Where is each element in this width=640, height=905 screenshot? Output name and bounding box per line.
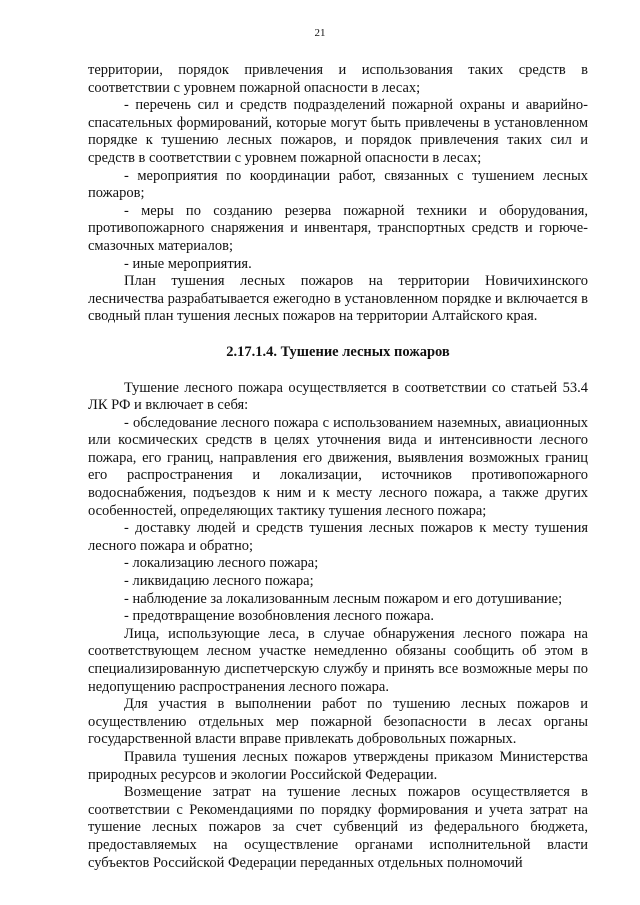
list-item: - перечень сил и средств подразделений пожарной охраны и аварийно-спасательных формирований, которые могут быть привлечены в установленном порядке к тушению лесных пожаров, и порядок привлечения таких сил и средств в соответствии с уровнем пожарной опасности в лесах; (88, 97, 588, 166)
paragraph: Возмещение затрат на тушение лесных пожаров осуществляется в соответствии с Рекомендациями по порядку формирования и учета затрат на тушение лесных пожаров за счет субвенций из федерального бюджета, предоставляемых на осуществление органами исполнительной власти субъектов Российской Федерации переданных отдельных полномочий (88, 784, 588, 871)
list-item: - предотвращение возобновления лесного пожара. (124, 608, 434, 625)
page-body (88, 62, 588, 872)
list-item: - меры по созданию резерва пожарной техники и оборудования, противопожарного снаряжения и инвентаря, транспортных средств и горюче-смазочных материалов; (88, 202, 588, 254)
paragraph: План тушения лесных пожаров на территории Новичихинского лесничества разрабатывается ежегодно в установленном порядке и включается в сводный план тушения лесных пожаров на территории Алтайского края. (88, 273, 588, 325)
paragraph: Лица, использующие леса, в случае обнаружения лесного пожара на соответствующем лесном участке немедленно обязаны сообщить об этом в специализированную диспетчерскую службу и принять все возможные меры по недопущению распространения лесного пожара. (88, 625, 588, 695)
list-item: - наблюдение за локализованным лесным пожаром и его дотушивание; (124, 590, 563, 607)
list-item: - мероприятия по координации работ, связанных с тушением лесных пожаров; (88, 167, 588, 202)
paragraph: территории, порядок привлечения и использования таких средств в соответствии с уровнем пожарной опасности в лесах; (88, 62, 588, 96)
paragraph: Тушение лесного пожара осуществляется в соответствии со статьей 53.4 ЛК РФ и включает в себя: (88, 379, 588, 414)
list-item: - доставку людей и средств тушения лесных пожаров к месту тушения лесного пожара и обратно; (88, 520, 588, 554)
list-item: - ликвидацию лесного пожара; (124, 573, 314, 590)
list-item: - обследование лесного пожара с использованием наземных, авиационных или космических средств в целях уточнения вида и интенсивности лесного пожара, его границ, направления его движения, выявления возможных границ его распространения и локализации, источников противопожарного водоснабжения, подъездов к ним и к месту лесного пожара, а также других особенностей, определяющих тактику тушения лесного пожара; (88, 414, 588, 519)
page-number: 21 (314, 27, 326, 39)
paragraph: Правила тушения лесных пожаров утверждены приказом Министерства природных ресурсов и экологии Российской Федерации. (88, 748, 588, 783)
list-item: - иные мероприятия. (124, 255, 252, 272)
paragraph: Для участия в выполнении работ по тушению лесных пожаров и осуществлению отдельных мер пожарной безопасности в лесах органы государственной власти вправе привлекать добровольных пожарных. (88, 696, 588, 748)
list-item: - локализацию лесного пожара; (124, 555, 319, 572)
section-heading: 2.17.1.4. Тушение лесных пожаров (226, 343, 450, 360)
